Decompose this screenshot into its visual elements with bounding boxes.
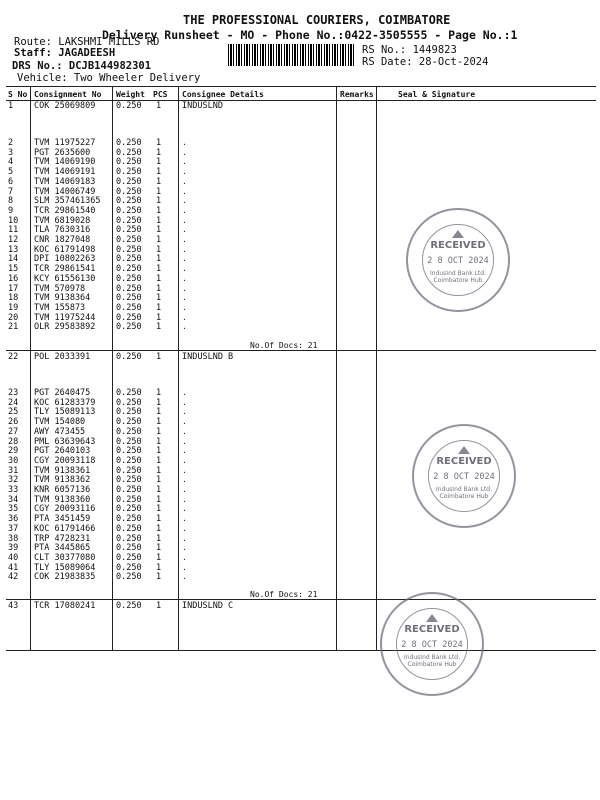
row-sno: 1 bbox=[8, 101, 14, 111]
row-consignment: TLY 15089113 bbox=[34, 407, 96, 418]
row-pcs: 1 bbox=[156, 601, 162, 611]
row-weight: 0.250 bbox=[116, 475, 142, 486]
row-pcs: 1 bbox=[156, 273, 162, 284]
row-consignee-dot: . bbox=[182, 167, 187, 177]
triangle-icon bbox=[452, 230, 464, 238]
row-consignee-dot: . bbox=[182, 552, 187, 562]
drs-number: DRS No.: DCJB144982301 bbox=[12, 60, 152, 72]
row-sno: 35 bbox=[8, 504, 19, 515]
row-weight: 0.250 bbox=[116, 302, 142, 313]
row-consignee: INDUSLND bbox=[182, 101, 223, 111]
row-sno: 43 bbox=[8, 601, 19, 611]
row-consignment: CLT 30377080 bbox=[34, 552, 96, 563]
row-weight: 0.250 bbox=[116, 235, 142, 245]
col-weight: Weight bbox=[116, 90, 145, 99]
row-weight: 0.250 bbox=[116, 147, 142, 158]
row-weight: 0.250 bbox=[116, 514, 142, 525]
row-sno: 14 bbox=[8, 254, 19, 265]
row-weight: 0.250 bbox=[116, 322, 142, 333]
row-consignment: TVM 9138361 bbox=[34, 465, 91, 476]
row-weight: 0.250 bbox=[116, 455, 142, 466]
row-pcs: 1 bbox=[156, 552, 162, 563]
row-consignment: PTA 3445865 bbox=[34, 543, 91, 554]
row-pcs: 1 bbox=[156, 138, 162, 148]
row-weight: 0.250 bbox=[116, 273, 142, 284]
row-weight: 0.250 bbox=[116, 176, 142, 187]
stamp-text: RECEIVED bbox=[404, 624, 460, 635]
row-sno: 39 bbox=[8, 543, 19, 554]
docs-count: No.Of Docs: 21 bbox=[250, 590, 318, 599]
row-consignee-dot: . bbox=[182, 302, 187, 312]
row-weight: 0.250 bbox=[116, 436, 142, 447]
row-pcs: 1 bbox=[156, 264, 162, 275]
triangle-icon bbox=[426, 614, 438, 622]
row-pcs: 1 bbox=[156, 186, 162, 197]
row-consignee-dot: . bbox=[182, 485, 187, 494]
received-stamp bbox=[380, 592, 484, 696]
row-pcs: 1 bbox=[156, 225, 162, 236]
row-consignee-dot: . bbox=[182, 147, 187, 157]
row-consignee-dot: . bbox=[182, 533, 187, 543]
row-consignee-dot: . bbox=[182, 225, 187, 235]
row-pcs: 1 bbox=[156, 475, 162, 486]
row-consignee-dot: . bbox=[182, 465, 187, 475]
row-consignment: COK 21983835 bbox=[34, 572, 96, 583]
row-pcs: 1 bbox=[156, 244, 162, 255]
row-pcs: 1 bbox=[156, 504, 162, 515]
row-weight: 0.250 bbox=[116, 426, 142, 437]
row-sno: 38 bbox=[8, 533, 19, 544]
row-consignee-dot: . bbox=[182, 254, 187, 264]
row-weight: 0.250 bbox=[116, 225, 142, 236]
row-consignee-dot: . bbox=[182, 176, 187, 186]
row-weight: 0.250 bbox=[116, 572, 142, 583]
row-consignee-dot: . bbox=[182, 157, 187, 167]
row-consignment: TVM 14069191 bbox=[34, 167, 96, 178]
row-consignment: TVM 155873 bbox=[34, 302, 86, 313]
row-consignment: TVM 11975244 bbox=[34, 312, 96, 323]
row-weight: 0.250 bbox=[116, 417, 142, 428]
company-title: THE PROFESSIONAL COURIERS, COIMBATORE bbox=[183, 13, 451, 27]
col-remarks: Remarks bbox=[340, 90, 374, 99]
row-pcs: 1 bbox=[156, 446, 162, 457]
row-weight: 0.250 bbox=[116, 205, 142, 216]
row-weight: 0.250 bbox=[116, 446, 142, 457]
row-sno: 42 bbox=[8, 572, 19, 583]
row-consignee-dot: . bbox=[182, 283, 187, 293]
row-weight: 0.250 bbox=[116, 264, 142, 275]
row-pcs: 1 bbox=[156, 254, 162, 265]
row-weight: 0.250 bbox=[116, 244, 142, 255]
row-sno: 24 bbox=[8, 397, 19, 408]
row-sno: 37 bbox=[8, 523, 19, 534]
row-consignee-dot: . bbox=[182, 264, 187, 274]
row-sno: 21 bbox=[8, 322, 19, 333]
row-sno: 9 bbox=[8, 205, 14, 216]
row-pcs: 1 bbox=[156, 533, 162, 544]
row-consignee-dot: . bbox=[182, 322, 187, 332]
row-consignment: TVM 14006749 bbox=[34, 186, 96, 197]
row-sno: 20 bbox=[8, 312, 19, 323]
row-consignee-dot: . bbox=[182, 196, 187, 206]
row-consignment: KCY 61556130 bbox=[34, 273, 96, 284]
row-pcs: 1 bbox=[156, 352, 162, 362]
row-consignee-dot: . bbox=[182, 426, 187, 436]
row-weight: 0.250 bbox=[116, 196, 142, 207]
row-weight: 0.250 bbox=[116, 601, 142, 611]
triangle-icon bbox=[458, 446, 470, 454]
stamp-date: 2 8 OCT 2024 bbox=[401, 640, 463, 650]
row-sno: 16 bbox=[8, 273, 19, 284]
col-consignee: Consignee Details bbox=[182, 90, 264, 99]
row-pcs: 1 bbox=[156, 312, 162, 323]
row-weight: 0.250 bbox=[116, 215, 142, 226]
row-consignment: TCR 17080241 bbox=[34, 601, 96, 611]
col-consignment: Consignment No bbox=[34, 90, 102, 99]
row-pcs: 1 bbox=[156, 388, 162, 398]
row-sno: 33 bbox=[8, 485, 19, 495]
row-sno: 32 bbox=[8, 475, 19, 486]
row-sno: 29 bbox=[8, 446, 19, 457]
row-sno: 18 bbox=[8, 293, 19, 304]
rs-date: RS Date: 28-Oct-2024 bbox=[362, 56, 489, 68]
row-pcs: 1 bbox=[156, 436, 162, 447]
row-consignment: PML 63639643 bbox=[34, 436, 96, 447]
row-pcs: 1 bbox=[156, 572, 162, 583]
row-pcs: 1 bbox=[156, 465, 162, 476]
row-weight: 0.250 bbox=[116, 552, 142, 563]
row-sno: 27 bbox=[8, 426, 19, 437]
row-consignment: TVM 6819028 bbox=[34, 215, 91, 226]
row-sno: 11 bbox=[8, 225, 19, 236]
stamp-text: RECEIVED bbox=[436, 456, 492, 467]
row-pcs: 1 bbox=[156, 397, 162, 408]
row-pcs: 1 bbox=[156, 322, 162, 333]
row-pcs: 1 bbox=[156, 455, 162, 466]
row-weight: 0.250 bbox=[116, 562, 142, 573]
row-consignment: TVM 9138362 bbox=[34, 475, 91, 486]
row-pcs: 1 bbox=[156, 167, 162, 178]
stamp-date: 2 8 OCT 2024 bbox=[433, 472, 495, 482]
docs-count: No.Of Docs: 21 bbox=[250, 341, 318, 350]
row-consignee-dot: . bbox=[182, 494, 187, 504]
row-sno: 22 bbox=[8, 352, 19, 362]
row-pcs: 1 bbox=[156, 215, 162, 226]
row-weight: 0.250 bbox=[116, 352, 142, 362]
row-weight: 0.250 bbox=[116, 543, 142, 554]
row-consignee-dot: . bbox=[182, 186, 187, 196]
row-weight: 0.250 bbox=[116, 138, 142, 148]
row-pcs: 1 bbox=[156, 176, 162, 187]
row-consignment: KOC 61791498 bbox=[34, 244, 96, 255]
row-consignment: TLY 15089064 bbox=[34, 562, 96, 573]
row-weight: 0.250 bbox=[116, 283, 142, 294]
row-consignment: CNR 1827048 bbox=[34, 235, 91, 245]
row-sno: 30 bbox=[8, 455, 19, 466]
row-pcs: 1 bbox=[156, 407, 162, 418]
row-consignment: TVM 9138360 bbox=[34, 494, 91, 505]
row-sno: 4 bbox=[8, 157, 14, 168]
row-consignment: PTA 3451459 bbox=[34, 514, 91, 525]
row-sno: 41 bbox=[8, 562, 19, 573]
row-pcs: 1 bbox=[156, 302, 162, 313]
row-consignment: PGT 2640103 bbox=[34, 446, 91, 457]
row-consignee-dot: . bbox=[182, 475, 187, 485]
row-weight: 0.250 bbox=[116, 157, 142, 168]
row-weight: 0.250 bbox=[116, 293, 142, 304]
row-consignee-dot: . bbox=[182, 514, 187, 524]
stamp-bank: IndusInd Bank Ltd. Coimbatore Hub bbox=[436, 486, 492, 500]
row-weight: 0.250 bbox=[116, 397, 142, 408]
row-consignee-dot: . bbox=[182, 523, 187, 533]
row-consignee-dot: . bbox=[182, 205, 187, 215]
row-sno: 2 bbox=[8, 138, 14, 148]
row-pcs: 1 bbox=[156, 196, 162, 207]
row-weight: 0.250 bbox=[116, 186, 142, 197]
row-consignee-dot: . bbox=[182, 504, 187, 514]
row-pcs: 1 bbox=[156, 417, 162, 428]
row-consignee-dot: . bbox=[182, 562, 187, 572]
row-consignee-dot: . bbox=[182, 388, 187, 397]
row-pcs: 1 bbox=[156, 205, 162, 216]
stamp-bank: IndusInd Bank Ltd. Coimbatore Hub bbox=[404, 654, 460, 668]
row-sno: 5 bbox=[8, 167, 14, 178]
col-sno: S No bbox=[8, 90, 28, 99]
row-consignee-dot: . bbox=[182, 215, 187, 225]
row-sno: 12 bbox=[8, 235, 19, 245]
stamp-date: 2 8 OCT 2024 bbox=[427, 256, 489, 266]
row-pcs: 1 bbox=[156, 543, 162, 554]
row-pcs: 1 bbox=[156, 562, 162, 573]
row-consignee-dot: . bbox=[182, 235, 187, 244]
row-pcs: 1 bbox=[156, 485, 162, 495]
row-consignee: INDUSLND B bbox=[182, 352, 234, 362]
row-consignment: CGY 20093118 bbox=[34, 455, 96, 466]
row-sno: 13 bbox=[8, 244, 19, 255]
row-weight: 0.250 bbox=[116, 407, 142, 418]
row-consignment: PGT 2640475 bbox=[34, 388, 91, 398]
row-sno: 40 bbox=[8, 552, 19, 563]
row-weight: 0.250 bbox=[116, 523, 142, 534]
row-sno: 34 bbox=[8, 494, 19, 505]
received-stamp bbox=[412, 424, 516, 528]
row-pcs: 1 bbox=[156, 101, 162, 111]
row-pcs: 1 bbox=[156, 426, 162, 437]
route-label: Route: LAKSHMI MILLS RD bbox=[14, 36, 160, 48]
row-weight: 0.250 bbox=[116, 101, 142, 111]
row-pcs: 1 bbox=[156, 157, 162, 168]
row-consignment: TCR 29861541 bbox=[34, 264, 96, 275]
col-pcs: PCS bbox=[153, 90, 168, 99]
row-consignment: SLM 357461365 bbox=[34, 196, 101, 207]
vehicle-label: Vehicle: Two Wheeler Delivery bbox=[17, 72, 201, 84]
rs-number: RS No.: 1449823 bbox=[362, 44, 457, 56]
received-stamp bbox=[406, 208, 510, 312]
row-consignee-dot: . bbox=[182, 312, 187, 322]
row-consignee-dot: . bbox=[182, 446, 187, 456]
row-sno: 36 bbox=[8, 514, 19, 525]
row-pcs: 1 bbox=[156, 523, 162, 534]
row-consignee-dot: . bbox=[182, 543, 187, 553]
row-consignment: TCR 29861540 bbox=[34, 205, 96, 216]
row-weight: 0.250 bbox=[116, 485, 142, 495]
row-sno: 17 bbox=[8, 283, 19, 294]
row-consignment: TVM 11975227 bbox=[34, 138, 96, 148]
row-consignee: INDUSLND C bbox=[182, 601, 234, 611]
row-weight: 0.250 bbox=[116, 254, 142, 265]
runsheet-title: Delivery Runsheet - MO - Phone No.:0422-3505555 - Page No.:1 bbox=[102, 28, 518, 42]
row-consignment: KNR 6057136 bbox=[34, 485, 91, 495]
row-consignee-dot: . bbox=[182, 436, 187, 446]
row-sno: 28 bbox=[8, 436, 19, 447]
row-consignment: COK 25069809 bbox=[34, 101, 96, 111]
row-sno: 31 bbox=[8, 465, 19, 476]
barcode-image bbox=[228, 44, 356, 66]
row-weight: 0.250 bbox=[116, 533, 142, 544]
row-consignment: TVM 9138364 bbox=[34, 293, 91, 304]
row-consignment: DPI 10802263 bbox=[34, 254, 96, 265]
row-pcs: 1 bbox=[156, 283, 162, 294]
row-pcs: 1 bbox=[156, 293, 162, 304]
staff-label: Staff: JAGADEESH bbox=[14, 47, 116, 59]
row-weight: 0.250 bbox=[116, 167, 142, 178]
row-consignment: TRP 4728231 bbox=[34, 533, 91, 544]
row-pcs: 1 bbox=[156, 147, 162, 158]
row-weight: 0.250 bbox=[116, 494, 142, 505]
row-consignee-dot: . bbox=[182, 407, 187, 417]
row-sno: 8 bbox=[8, 196, 14, 207]
row-consignee-dot: . bbox=[182, 417, 187, 427]
row-sno: 19 bbox=[8, 302, 19, 313]
row-weight: 0.250 bbox=[116, 465, 142, 476]
col-seal: Seal & Signature bbox=[398, 90, 476, 99]
row-consignment: TVM 154080 bbox=[34, 417, 86, 428]
row-consignee-dot: . bbox=[182, 138, 187, 147]
row-consignment: PGT 2635600 bbox=[34, 147, 91, 158]
row-consignment: POL 2033391 bbox=[34, 352, 91, 362]
stamp-text: RECEIVED bbox=[430, 240, 486, 251]
row-consignment: TLA 7630316 bbox=[34, 225, 91, 236]
row-consignee-dot: . bbox=[182, 273, 187, 283]
row-sno: 7 bbox=[8, 186, 14, 197]
row-pcs: 1 bbox=[156, 494, 162, 505]
row-consignment: OLR 29583892 bbox=[34, 322, 96, 333]
row-consignment: TVM 570978 bbox=[34, 283, 86, 294]
row-sno: 10 bbox=[8, 215, 19, 226]
row-consignment: TVM 14069183 bbox=[34, 176, 96, 187]
stamp-bank: IndusInd Bank Ltd. Coimbatore Hub bbox=[430, 270, 486, 284]
row-sno: 25 bbox=[8, 407, 19, 418]
row-consignee-dot: . bbox=[182, 244, 187, 254]
row-pcs: 1 bbox=[156, 514, 162, 525]
row-consignment: AWY 473455 bbox=[34, 426, 86, 437]
row-consignee-dot: . bbox=[182, 572, 187, 582]
row-sno: 6 bbox=[8, 176, 14, 187]
row-consignment: KOC 61283379 bbox=[34, 397, 96, 408]
row-consignee-dot: . bbox=[182, 397, 187, 407]
row-sno: 15 bbox=[8, 264, 19, 275]
row-weight: 0.250 bbox=[116, 504, 142, 515]
row-sno: 23 bbox=[8, 388, 19, 398]
row-consignment: KOC 61791466 bbox=[34, 523, 96, 534]
row-weight: 0.250 bbox=[116, 388, 142, 398]
row-consignee-dot: . bbox=[182, 293, 187, 303]
row-pcs: 1 bbox=[156, 235, 162, 245]
row-consignment: CGY 20093116 bbox=[34, 504, 96, 515]
row-weight: 0.250 bbox=[116, 312, 142, 323]
row-consignment: TVM 14069190 bbox=[34, 157, 96, 168]
row-sno: 3 bbox=[8, 147, 14, 158]
row-consignee-dot: . bbox=[182, 455, 187, 465]
row-sno: 26 bbox=[8, 417, 19, 428]
